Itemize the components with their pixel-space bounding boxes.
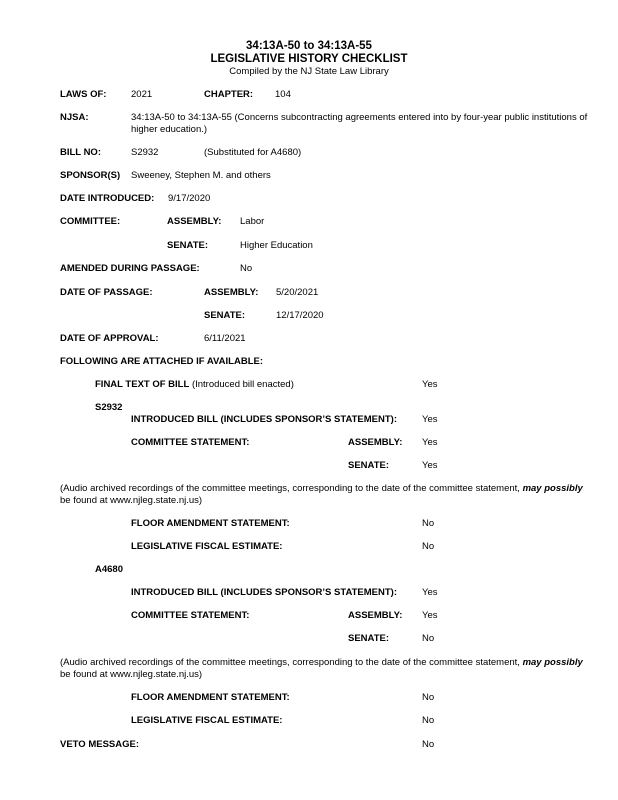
final-text-label: FINAL TEXT OF BILL (95, 379, 190, 390)
passage-label: DATE OF PASSAGE: (60, 287, 153, 298)
passage-assembly-value: 5/20/2021 (276, 287, 319, 298)
s2932-senate-value: Yes (422, 460, 438, 471)
bill-no-note: (Substituted for A4680) (204, 147, 302, 158)
committee-senate-value: Higher Education (240, 240, 313, 251)
committee-label: COMMITTEE: (60, 216, 121, 227)
s2932-senate-label: SENATE: (348, 460, 389, 471)
a4680-audio-note-line1 (60, 657, 583, 669)
a4680-audio-note-line2: be found at www.njleg.state.nj.us) (60, 669, 203, 680)
laws-of-label: LAWS OF: (60, 89, 107, 100)
s2932-introduced-value: Yes (422, 414, 438, 425)
a4680-audio-emphasis: may possibly (522, 657, 583, 668)
s2932-audio-note-line2: be found at www.njleg.state.nj.us) (60, 495, 203, 506)
chapter-label: CHAPTER: (204, 89, 254, 100)
final-text-row (95, 379, 294, 391)
s2932-assembly-value: Yes (422, 437, 438, 448)
s2932-floor-value: No (422, 518, 435, 529)
bill-no-label: BILL NO: (60, 147, 101, 158)
njsa-value: 34:13A-50 to 34:13A-55 (Concerns subcontracting agreements entered into by four-year public institutions of higher education.) (131, 112, 588, 135)
date-introduced-value: 9/17/2020 (168, 193, 211, 204)
a4680-assembly-value: Yes (422, 610, 438, 621)
a4680-assembly-label: ASSEMBLY: (348, 610, 403, 621)
committee-senate-label: SENATE: (167, 240, 208, 251)
s2932-introduced-label: INTRODUCED BILL (INCLUDES SPONSOR’S STATEMENT): (131, 414, 397, 425)
a4680-senate-value: No (422, 633, 435, 644)
following-heading: FOLLOWING ARE ATTACHED IF AVAILABLE: (60, 356, 263, 367)
passage-senate-value: 12/17/2020 (276, 310, 324, 321)
s2932-fiscal-value: No (422, 541, 435, 552)
passage-assembly-label: ASSEMBLY: (204, 287, 259, 298)
sponsors-label: SPONSOR(S) (60, 170, 121, 181)
a4680-audio-note-text: (Audio archived recordings of the committee meetings, corresponding to the date of the committee statement, (60, 657, 523, 668)
a4680-introduced-label: INTRODUCED BILL (INCLUDES SPONSOR’S STATEMENT): (131, 587, 397, 598)
a4680-introduced-value: Yes (422, 587, 438, 598)
date-introduced-label: DATE INTRODUCED: (60, 193, 155, 204)
veto-value: No (422, 739, 435, 750)
s2932-audio-note-line1 (60, 483, 583, 495)
approval-label: DATE OF APPROVAL: (60, 333, 159, 344)
s2932-fiscal-label: LEGISLATIVE FISCAL ESTIMATE: (131, 541, 283, 552)
bill-no-value: S2932 (131, 147, 159, 158)
veto-label: VETO MESSAGE: (60, 739, 140, 750)
page-title: 34:13A-50 to 34:13A-55 (246, 40, 372, 52)
a4680-floor-value: No (422, 692, 435, 703)
amended-label: AMENDED DURING PASSAGE: (60, 263, 200, 274)
s2932-audio-note-text: (Audio archived recordings of the committee meetings, corresponding to the date of the committee statement, (60, 483, 523, 494)
final-text-note: (Introduced bill enacted) (191, 379, 294, 390)
passage-senate-label: SENATE: (204, 310, 245, 321)
a4680-fiscal-value: No (422, 715, 435, 726)
s2932-floor-label: FLOOR AMENDMENT STATEMENT: (131, 518, 290, 529)
njsa-label: NJSA: (60, 112, 89, 123)
s2932-committee-label: COMMITTEE STATEMENT: (131, 437, 250, 448)
laws-of-value: 2021 (131, 89, 153, 100)
a4680-committee-label: COMMITTEE STATEMENT: (131, 610, 250, 621)
a4680-senate-label: SENATE: (348, 633, 389, 644)
chapter-value: 104 (275, 89, 291, 100)
s2932-audio-emphasis: may possibly (522, 483, 583, 494)
a4680-floor-label: FLOOR AMENDMENT STATEMENT: (131, 692, 290, 703)
amended-value: No (240, 263, 253, 274)
final-text-value: Yes (422, 379, 438, 390)
s2932-bill-label: S2932 (95, 402, 123, 413)
page-subtitle: LEGISLATIVE HISTORY CHECKLIST (210, 53, 408, 65)
sponsors-value: Sweeney, Stephen M. and others (131, 170, 271, 181)
committee-assembly-value: Labor (240, 216, 265, 227)
compiled-by: Compiled by the NJ State Law Library (229, 66, 389, 77)
approval-value: 6/11/2021 (204, 333, 246, 344)
s2932-assembly-label: ASSEMBLY: (348, 437, 403, 448)
committee-assembly-label: ASSEMBLY: (167, 216, 222, 227)
a4680-bill-label: A4680 (95, 564, 123, 575)
a4680-fiscal-label: LEGISLATIVE FISCAL ESTIMATE: (131, 715, 283, 726)
